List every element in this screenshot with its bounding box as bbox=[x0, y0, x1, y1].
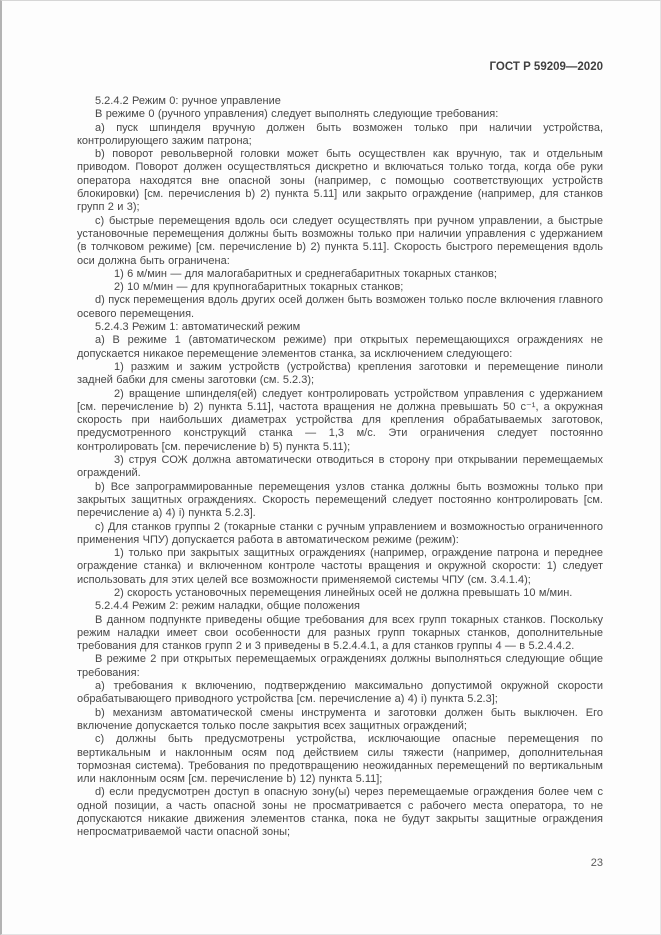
clause-heading: 5.2.4.2 Режим 0: ручное управление bbox=[95, 95, 281, 107]
sublist-item-1: 1) только при закрытых защитных ограждениях (например, ограждение патрона и переднее ограждение станка) и включенном контроле частоты вращения и окружной скорости: 1) следует использовать для этих целей все возможности применяемой системы ЧПУ (см. 3.4.1.4); bbox=[77, 547, 603, 586]
paragraph: В режиме 2 при открытых перемещаемых ограждениях должны выполняться следующие общие требования: bbox=[77, 653, 603, 679]
list-item-b: b) Все запрограммированные перемещения узлов станка должны быть возможны только при закрытых защитных ограждениях. Скорость перемещений следует постоянно контролировать [см. перечисление а) 4) i) пункта 5.2.3]. bbox=[77, 480, 603, 520]
paragraph: В режиме 0 (ручного управления) следует выполнять следующие требования: bbox=[95, 108, 499, 121]
page-content bbox=[77, 61, 603, 869]
sublist-item-3: 3) струя СОЖ должна автоматически отводиться в сторону при открывании перемещаемых ограждений. bbox=[77, 454, 603, 480]
paragraph: В данном подпункте приведены общие требования для всех групп токарных станков. Поскольку режим наладки имеет свои особенности для разных групп токарных станков, дополнительные требования для станков групп 2 и 3 приведены в 5.2.4.4.1, а для станков группы 4 — в 5.2.4.4.2. bbox=[77, 613, 603, 653]
sublist-item-2: 2) скорость установочных перемещения линейных осей не должна превышать 10 м/мин. bbox=[114, 586, 573, 599]
sublist-item-2: 2) вращение шпинделя(ей) следует контролировать устройством управления с удержанием [см. перечисление b) 2) пункта 5.11], частота вращения не должна превышать 50 с⁻¹, а окружная скорость при наибольших диаметрах устройства для крепления обрабатываемых заготовок, предусмотренного конструкций станка — 1,3 м/с. Эти ограничения следует постоянно контролировать [см. перечисление b) 5) пункта 5.11); bbox=[77, 387, 603, 453]
list-item-b: b) механизм автоматической смены инструмента и заготовки должен быть выключен. Его включение допускается только после закрытия всех защитных ограждений; bbox=[77, 706, 603, 732]
sublist-item-2: 2) 10 м/мин — для крупногабаритных токарных станков; bbox=[114, 281, 404, 294]
sublist-item-1: 1) разжим и зажим устройств (устройства) крепления заготовки и перемещение пиноли задней бабки для смены заготовки (см. 5.2.3); bbox=[77, 360, 603, 387]
list-item-d: d) пуск перемещения вдоль других осей должен быть возможен только после включения главного осевого перемещения. bbox=[77, 294, 603, 320]
page-number: 23 bbox=[590, 856, 603, 869]
list-item-a: а) требования к включению, подтверждению максимально допустимой окружной скорости обрабатывающего приводного устройства [см. перечисление а) 4) i) пункта 5.2.3]; bbox=[77, 680, 603, 706]
list-item-c: с) Для станков группы 2 (токарные станки с ручным управлением и возможностью ограниченного применения ЧПУ) допускается работа в автоматическом режиме (режим): bbox=[77, 520, 603, 546]
list-item-b: b) поворот револьверной головки может быть осуществлен как вручную, так и отдельным приводом. Поворот должен осуществляться дискретно и включаться только тогда, когда обе руки оператора находятся вне опасной зоны (например, с помощью соответствующих устройств блокировки) [см. перечисления b) 2) пункта 5.11] или закрыто ограждение (например, для станков групп 2 и 3); bbox=[77, 148, 603, 214]
list-item-c: с) быстрые перемещения вдоль оси следует осуществлять при ручном управлении, а быстрые установочные перемещения должны быть возможны только при наличии управления с удержанием (в толчковом режиме) [см. перечисление b) 2) пункта 5.11]. Скорость быстрого перемещения вдоль оси должна быть ограничена: bbox=[77, 214, 603, 267]
list-item-a: а) В режиме 1 (автоматическом режиме) при открытых перемещающихся ограждениях не допускается никакое перемещение элементов станка, за исключением следующего: bbox=[77, 334, 603, 360]
list-item-a: а) пуск шпинделя вручную должен быть возможен только при наличии устройства, контролирующего зажим патрона; bbox=[77, 121, 603, 147]
list-item-c: с) должны быть предусмотрены устройства, исключающие опасные перемещения по вертикальным и наклонным осям под действием силы тяжести (например, дополнительная тормозная система). Требования по предотвращению неожиданных перемещений по вертикальным или наклонным осям [см. перечисление b) 12) пункта 5.11]; bbox=[77, 733, 603, 786]
document-body bbox=[77, 95, 603, 840]
list-item-d: d) если предусмотрен доступ в опасную зону(ы) через перемещаемые ограждения более чем с одной позиции, а часть опасной зоны не просматривается с рабочего места оператора, то не допускаются никакие движения элементов станка, пока не будут закрыты защитные ограждения непросматриваемой части опасной зоны; bbox=[77, 786, 603, 839]
sublist-item-1: 1) 6 м/мин — для малогабаритных и среднегабаритных токарных станков; bbox=[114, 267, 497, 280]
clause-heading: 5.2.4.4 Режим 2: режим наладки, общие положения bbox=[95, 600, 360, 613]
clause-heading: 5.2.4.3 Режим 1: автоматический режим bbox=[95, 321, 301, 334]
standard-designation: ГОСТ Р 59209—2020 bbox=[489, 61, 603, 73]
